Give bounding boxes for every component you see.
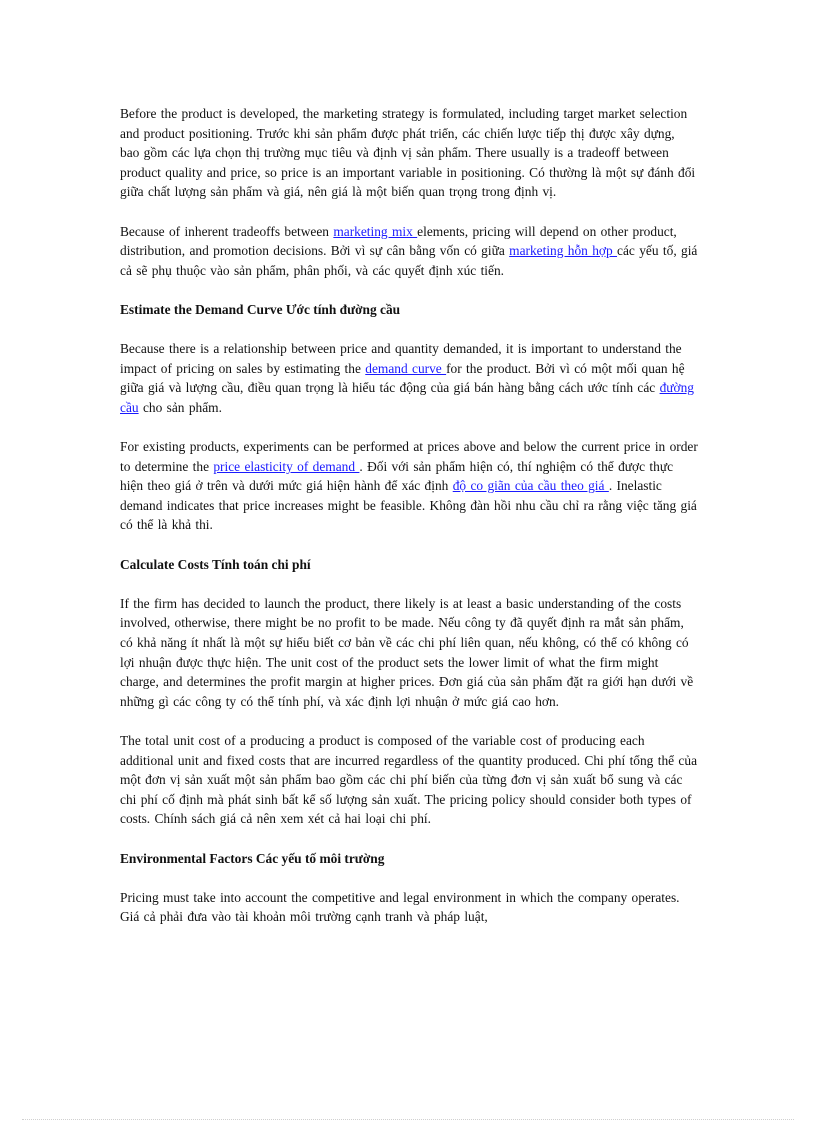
marketing-mix-link[interactable]: marketing mix xyxy=(333,223,418,239)
paragraph-text: . Đối với sản phẩm hiện có, thí nghiệm có thể được thực hiện theo giá ở trên và dưới mức giá hiện hành để xác định xyxy=(120,458,674,494)
heading-calculate-costs: Calculate Costs Tính toán chi phí xyxy=(120,556,311,572)
paragraph-total-unit-cost: The total unit cost of a producing a product is composed of the variable cost of producing each additional unit and fixed costs that are incurred regardless of the quantity produced. Chi phí tổng thể của một đơn vị sản xuất một sản phẩm bao gồm các chi phí biến của từng đơn vị sản xuất bổ sung và các chi phí cố định mà phát sinh bất kể số lượng sản xuất. The pricing policy should consider both types of costs. Chính sách giá cả nên xem xét cả hai loại chi phí. xyxy=(120,733,698,827)
paragraph-text: . Inelastic demand indicates that price increases might be feasible. Không đàn hồi nhu cầu chỉ ra rằng việc tăng giá có thể là khả thi. xyxy=(120,478,697,533)
heading-demand-curve: Estimate the Demand Curve Ước tính đường cầu xyxy=(120,301,401,317)
paragraph-text: Because there is a relationship between price and quantity demanded, it is important to understand the impact of pricing on sales by estimating the xyxy=(120,341,682,376)
paragraph-price-elasticity xyxy=(120,437,698,535)
paragraph-text: các yếu tố, giá cả sẽ phụ thuộc vào sản phẩm, phân phối, và các quyết định xúc tiến. xyxy=(120,243,698,278)
heading-environmental-factors: Environmental Factors Các yếu tố môi trường xyxy=(120,850,385,866)
paragraph-text: Because of inherent tradeoffs between xyxy=(120,223,334,239)
paragraph-text: elements, pricing will depend on other product, distribution, and promotion decisions. Bởi vì sự cân bằng vốn có giữa xyxy=(120,223,677,259)
paragraph-text: for the product. Bởi vì có một mối quan hệ giữa giá và lượng cầu, điều quan trọng là hiểu tác động của giá bán hàng bằng cách ước tính các xyxy=(120,360,685,396)
paragraph-environment: Pricing must take into account the competitive and legal environment in which the company operates. Giá cả phải đưa vào tài khoản môi trường cạnh tranh và pháp luật, xyxy=(120,889,680,925)
duong-cau-link[interactable]: đường cầu xyxy=(120,380,694,415)
paragraph-text: cho sản phẩm. xyxy=(138,399,222,415)
marketing-hon-hop-link[interactable]: marketing hỗn hợp xyxy=(509,243,618,259)
paragraph-positioning: Before the product is developed, the marketing strategy is formulated, including target market selection and product positioning. Trước khi sản phẩm được phát triển, các chiến lược tiếp thị được xây dựng, bao gồm các lựa chọn thị trường mục tiêu và định vị sản phẩm. There usually is a tradeoff between product quality and price, so price is an important variable in positioning. Có thường là một sự đánh đổi giữa chất lượng sản phẩm và giá, nên giá là một biến quan trọng trong định vị. xyxy=(120,106,696,200)
paragraph-marketing-mix xyxy=(120,222,698,281)
paragraph-demand-curve xyxy=(120,339,698,417)
price-elasticity-link[interactable]: price elasticity of demand xyxy=(213,458,360,474)
page-bottom-border xyxy=(22,1119,794,1120)
demand-curve-link[interactable]: demand curve xyxy=(365,360,447,376)
document-page xyxy=(120,104,698,947)
paragraph-text: For existing products, experiments can be performed at prices above and below the current price in order to determine the xyxy=(120,439,698,474)
do-co-gian-link[interactable]: độ co giãn của cầu theo giá xyxy=(452,478,609,494)
paragraph-unit-cost: If the firm has decided to launch the product, there likely is at least a basic understanding of the costs involved, otherwise, there might be no profit to be made. Nếu công ty đã quyết định ra mắt sản phẩm, có khả năng ít nhất là một sự hiểu biết cơ bản về các chi phí liên quan, nếu không, có thể có không có lợi nhuận được thực hiện. The unit cost of the product sets the lower limit of what the firm might charge, and determines the profit margin at higher prices. Đơn giá của sản phẩm đặt ra giới hạn dưới về những gì các công ty có thể tính phí, và xác định lợi nhuận ở mức giá cao hơn. xyxy=(120,595,694,709)
